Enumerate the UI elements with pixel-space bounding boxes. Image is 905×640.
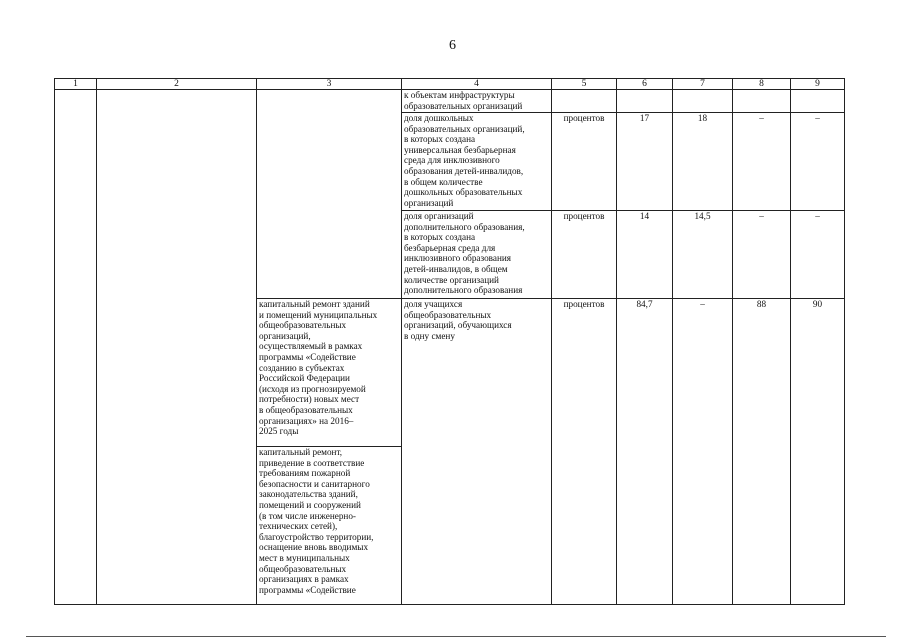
cell-value: 17 — [617, 113, 673, 211]
column-header: 1 — [55, 79, 97, 90]
cell-event: капитальный ремонт зданий и помещений муниципальных общеобразовательных организаций, осуществляемый в рамках программы «Содействие созданию в субъектах Российской Федерации (исходя из прогнозируемой потребности) новых мест в общеобразовательных организациях» на 2016– 2025 годы — [257, 299, 402, 447]
cell-unit: процентов — [552, 113, 617, 211]
cell-value: 14,5 — [673, 211, 733, 299]
column-header: 7 — [673, 79, 733, 90]
cell-value: – — [673, 299, 733, 605]
cell-indicator: доля учащихся общеобразовательных организаций, обучающихся в одну смену — [402, 299, 552, 605]
table-row — [55, 90, 845, 113]
cell-unit: процентов — [552, 211, 617, 299]
cell-col1 — [55, 90, 97, 605]
column-header: 8 — [733, 79, 791, 90]
cell-value — [733, 90, 791, 113]
column-header: 3 — [257, 79, 402, 90]
cell-value: 90 — [791, 299, 845, 605]
cell-indicator: доля организаций дополнительного образования, в которых создана безбарьерная среда для инклюзивного образования детей-инвалидов, в общем количестве организаций дополнительного образования — [402, 211, 552, 299]
cell-unit — [552, 90, 617, 113]
cell-unit: процентов — [552, 299, 617, 605]
column-header: 2 — [97, 79, 257, 90]
table-header-row — [55, 79, 845, 90]
cell-value — [617, 90, 673, 113]
cell-value: – — [733, 211, 791, 299]
cell-value: 88 — [733, 299, 791, 605]
cell-value: 14 — [617, 211, 673, 299]
cell-value: 84,7 — [617, 299, 673, 605]
column-header: 4 — [402, 79, 552, 90]
cell-indicator: доля дошкольных образовательных организаций, в которых создана универсальная безбарьерная среда для инклюзивного образования детей-инвалидов, в общем количестве дошкольных образовательных организаций — [402, 113, 552, 211]
scan-edge-line — [26, 636, 886, 637]
page-number: 6 — [449, 38, 456, 53]
cell-value — [791, 90, 845, 113]
cell-value: – — [733, 113, 791, 211]
indicators-table — [54, 78, 845, 605]
cell-value: – — [791, 113, 845, 211]
cell-value: – — [791, 211, 845, 299]
cell-event: капитальный ремонт, приведение в соответствие требованиям пожарной безопасности и санитарного законодательства зданий, помещений и сооружений (в том числе инженерно- технических сетей), благоустройство территории, оснащение вновь вводимых мест в муниципальных общеобразовательных организациях в рамках программы «Содействие — [257, 447, 402, 605]
column-header: 5 — [552, 79, 617, 90]
cell-col3-event — [257, 90, 402, 299]
cell-value: 18 — [673, 113, 733, 211]
cell-value — [673, 90, 733, 113]
column-header: 9 — [791, 79, 845, 90]
cell-col2 — [97, 90, 257, 605]
column-header: 6 — [617, 79, 673, 90]
cell-indicator: к объектам инфраструктуры образовательных организаций — [402, 90, 552, 113]
